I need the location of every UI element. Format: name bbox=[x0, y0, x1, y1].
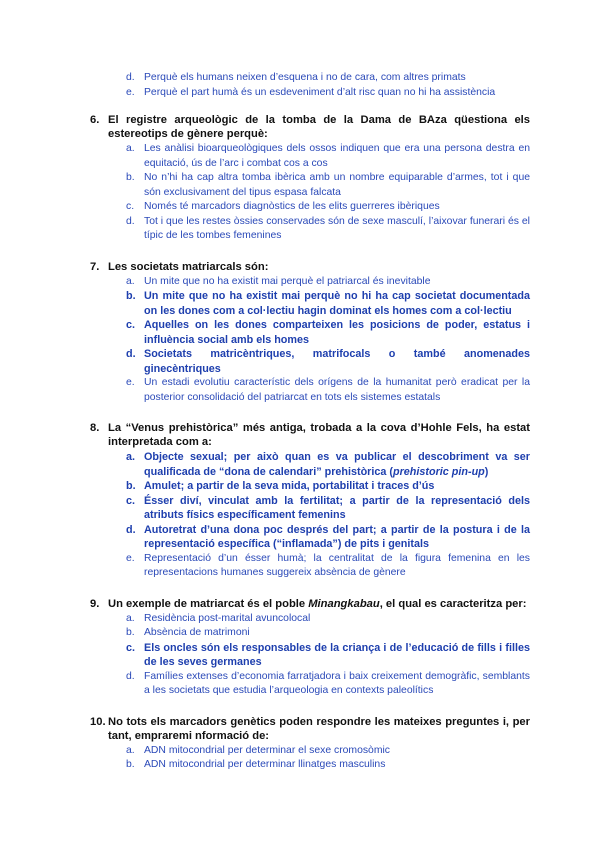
option-c: c. Els oncles són els responsables de la criança i de l’educació de fills i filles de les seves germanes bbox=[126, 641, 530, 668]
question-7-text: 7. Les societats matriarcals són: bbox=[90, 260, 269, 273]
question-8-options bbox=[90, 450, 530, 581]
question-9 bbox=[90, 597, 530, 699]
option-b: b. Un mite que no ha existit mai perquè no hi ha cap societat documentada on les dones com a col·lectiu hagin dominat els homes com a col·lectiu bbox=[126, 290, 530, 317]
question-6 bbox=[90, 113, 530, 244]
option-b: b. Absència de matrimoni bbox=[126, 627, 250, 638]
question-10-options bbox=[90, 744, 530, 773]
option-e: e. Representació d’un ésser humà; la centralitat de la figura femenina en les representacions humanes suggereix absència de gènere bbox=[126, 552, 530, 578]
option-e: e. Perquè el part humà és un esdeveniment d’alt risc quan no hi ha assistència bbox=[126, 86, 496, 98]
option-b: b. No n’hi ha cap altra tomba ibèrica amb un nombre equiparable d’armes, tot i que són exclusivament del tipus espasa falcata bbox=[126, 172, 530, 198]
option-c: c. Aquelles on les dones comparteixen les posicions de poder, estatus i influència social amb els homes bbox=[126, 319, 530, 346]
question-10 bbox=[90, 715, 530, 773]
option-b: b. ADN mitocondrial per determinar llinatges masculins bbox=[126, 759, 386, 770]
question-9-text: 9. Un exemple de matriarcat és el poble Minangkabau, el qual es caracteritza per: bbox=[90, 597, 527, 610]
question-7 bbox=[90, 260, 530, 406]
question-6-options bbox=[90, 142, 530, 244]
question-8-text: 8. La “Venus prehistòrica” més antiga, trobada a la cova d’Hohle Fels, ha estat interpretada com a: bbox=[90, 422, 530, 448]
option-d: d. Societats matricèntriques, matrifocals o també anomenades ginecèntriques bbox=[126, 348, 530, 375]
option-a: a. ADN mitocondrial per determinar el sexe cromosòmic bbox=[126, 744, 390, 756]
option-e: e. Un estadi evolutiu característic dels orígens de la humanitat però eradicat per la posterior consolidació del patriarcat en tots els sistemes estatals bbox=[126, 377, 530, 403]
option-a: a. Objecte sexual; per això quan es va publicar el descobriment va ser qualificada de “dona de calendari” prehistòrica (prehistoric pin-up) bbox=[126, 451, 530, 478]
option-a: a. Residència post-marital avuncolocal bbox=[126, 612, 311, 624]
option-d: d. Tot i que les restes òssies conservades són de sexe masculí, l’aixovar funerari és el típic de les tombes femenines bbox=[126, 215, 530, 241]
question-6-text: 6. El registre arqueològic de la tomba de la Dama de BAza qüestiona els estereotips de gènere perquè: bbox=[90, 114, 530, 140]
option-c: c. Ésser diví, vinculat amb la fertilitat; a partir de la representació dels atributs físics específicament femenins bbox=[126, 494, 530, 521]
option-d: d. Perquè els humans neixen d’esquena i no de cara, com altres primats bbox=[126, 72, 466, 83]
option-a: a. Les anàlisi bioarqueològiques dels ossos indiquen que era una persona destra en equitació, ús de l’arc i combat cos a cos bbox=[126, 143, 530, 169]
option-b: b. Amulet; a partir de la seva mida, portabilitat i traces d’ús bbox=[126, 480, 435, 492]
question-10-text: 10. No tots els marcadors genètics poden respondre les mateixes preguntes i, per tant, empraremi nformació de: bbox=[90, 715, 530, 742]
option-d: d. Autoretrat d’una dona poc després del part; a partir de la postura i de la representació específica (“inflamada”) de pits i genitals bbox=[126, 523, 530, 550]
option-a: a. Un mite que no ha existit mai perquè el patriarcal és inevitable bbox=[126, 275, 431, 287]
question-8 bbox=[90, 421, 530, 581]
continued-options bbox=[90, 71, 530, 100]
question-9-options bbox=[90, 612, 530, 699]
option-c: c. Només té marcadors diagnòstics de les elits guerreres ibèriques bbox=[126, 201, 440, 212]
question-7-options bbox=[90, 275, 530, 406]
option-d: d. Famílies extenses d’economia farratjadora i baix creixement demogràfic, semblants a les societats que estudia l’arqueologia en contexts paleolítics bbox=[126, 670, 530, 696]
